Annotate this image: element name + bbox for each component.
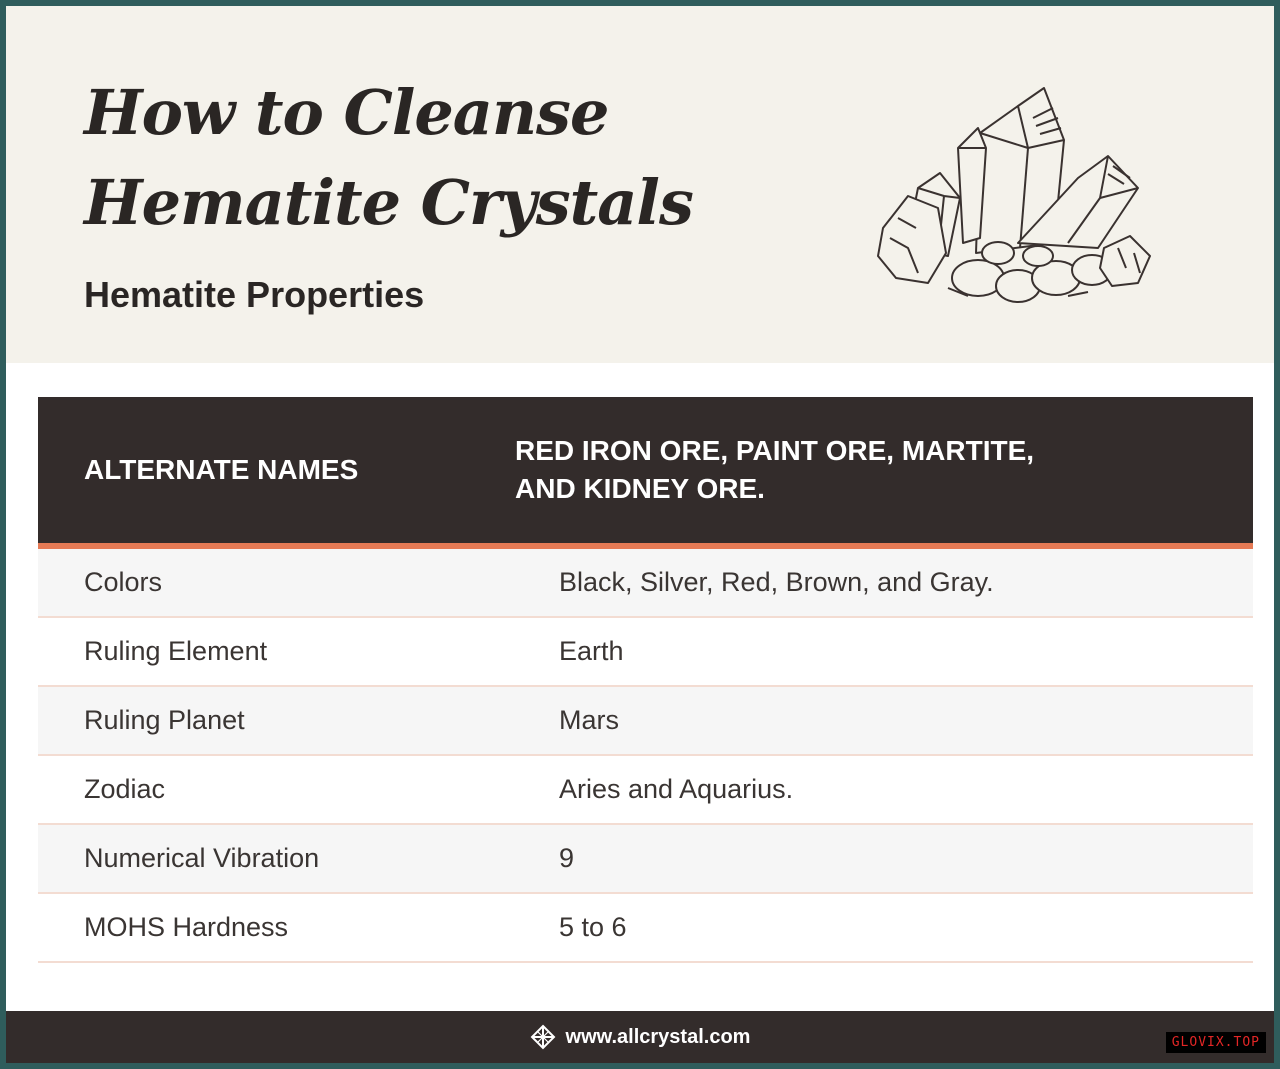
row-label: Ruling Element xyxy=(84,636,268,666)
row-value: Black, Silver, Red, Brown, and Gray. xyxy=(559,567,994,597)
row-value: Mars xyxy=(559,705,619,735)
header-label: ALTERNATE NAMES xyxy=(84,454,359,485)
table-row xyxy=(38,618,1253,687)
row-label: Numerical Vibration xyxy=(84,843,320,873)
row-label: Ruling Planet xyxy=(84,705,245,735)
footer-url[interactable]: www.allcrystal.com xyxy=(565,1025,751,1048)
table-row xyxy=(38,549,1253,618)
allcrystal-logo-icon xyxy=(530,1024,556,1050)
header-value xyxy=(515,432,1075,508)
table-row xyxy=(38,756,1253,825)
watermark-badge: GLOVIX.TOP xyxy=(1166,1032,1266,1053)
crystal-cluster-icon xyxy=(868,78,1158,308)
row-value: 9 xyxy=(559,843,575,873)
row-label: Colors xyxy=(84,567,163,597)
page-title xyxy=(84,68,804,248)
row-value: Earth xyxy=(559,636,624,666)
row-value: Aries and Aquarius. xyxy=(559,774,794,804)
row-label: Zodiac xyxy=(84,774,166,804)
infographic-card xyxy=(6,6,1274,1063)
table-header xyxy=(38,397,1253,549)
title-line-1: How to Cleanse xyxy=(84,76,609,149)
table-row xyxy=(38,825,1253,894)
row-value: 5 to 6 xyxy=(559,912,627,942)
hero-section xyxy=(6,6,1274,363)
header-value-line-1: RED IRON ORE, PAINT ORE, MARTITE, xyxy=(515,435,1035,466)
table-row xyxy=(38,687,1253,756)
header-value-line-2: AND KIDNEY ORE. xyxy=(515,473,765,504)
table-row xyxy=(38,894,1253,963)
section-subtitle: Hematite Properties xyxy=(84,274,425,315)
properties-table xyxy=(38,397,1253,963)
title-line-2: Hematite Crystals xyxy=(84,166,693,239)
footer-bar xyxy=(6,1011,1274,1063)
row-label: MOHS Hardness xyxy=(84,912,289,942)
